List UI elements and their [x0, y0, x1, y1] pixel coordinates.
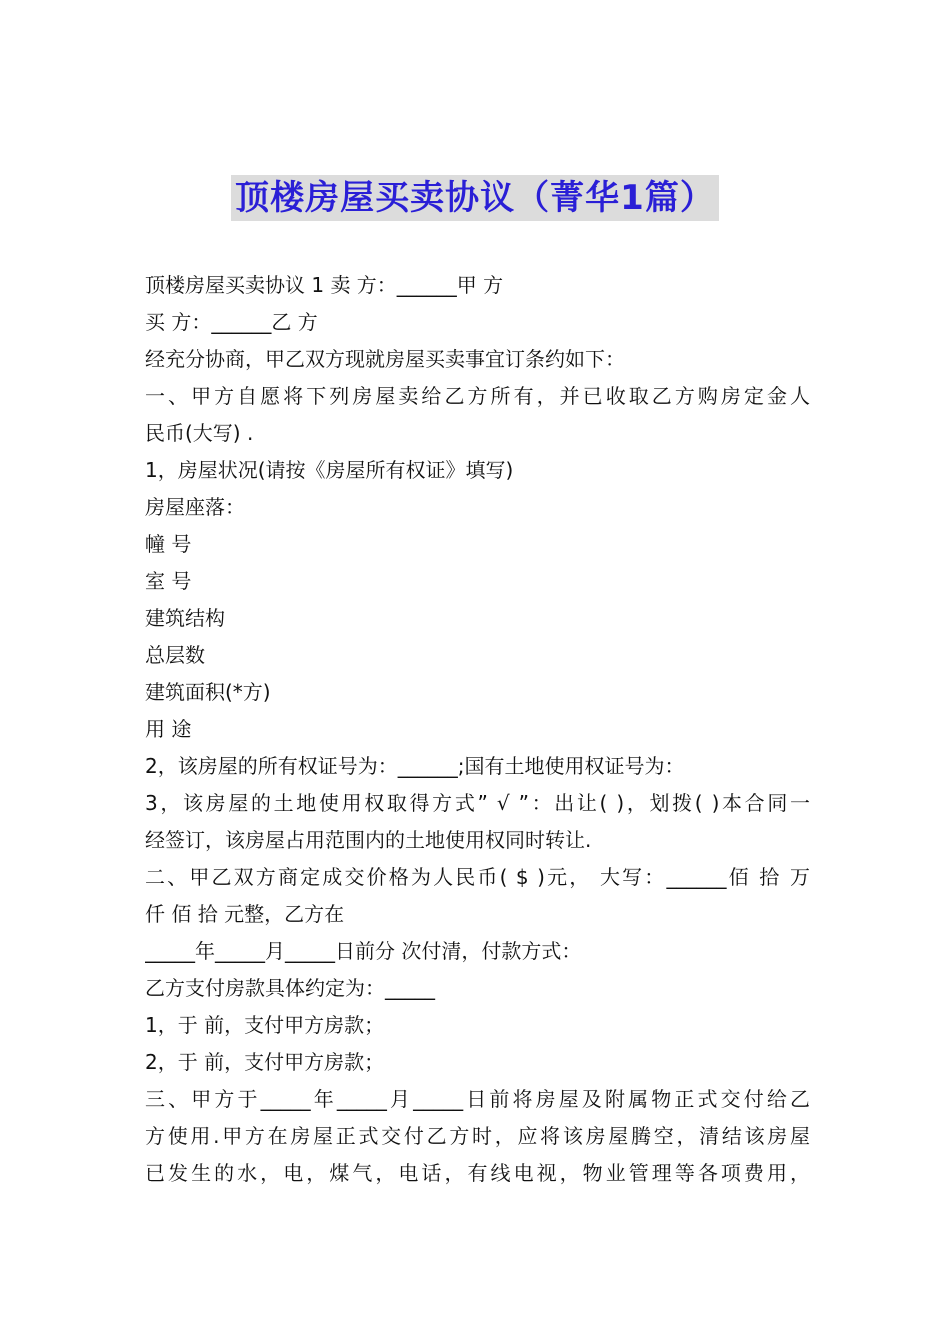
text-line: 幢 号 [145, 532, 192, 556]
text-line: _____年_____月_____日前分 次付清，付款方式： [145, 939, 582, 963]
text-line: 3，该房屋的土地使用权取得方式” √ ”：出让( )，划拨( )本合同一 [145, 791, 810, 815]
text-line: 1，房屋状况(请按《房屋所有权证》填写) [145, 458, 514, 482]
text-line: 方使用.甲方在房屋正式交付乙方时，应将该房屋腾空，清结该房屋 [145, 1124, 810, 1148]
document-body [145, 267, 810, 1192]
text-line: 用 途 [145, 717, 192, 741]
text-line: 乙方支付房款具体约定为：_____ [145, 976, 435, 1000]
text-line: 建筑面积(*方) [145, 680, 271, 704]
text-line: 总层数 [145, 643, 205, 667]
text-line: 经充分协商，甲乙双方现就房屋买卖事宜订条约如下： [145, 347, 625, 371]
text-line: 二、甲乙双方商定成交价格为人民币( $ )元， 大写：______佰 拾 万 [145, 865, 810, 889]
text-line: 已发生的水，电，煤气，电话，有线电视，物业管理等各项费用， [145, 1161, 810, 1185]
text-line: 民币(大写) . [145, 421, 254, 445]
text-line: 经签订，该房屋占用范围内的土地使用权同时转让. [145, 828, 592, 852]
text-line: 买 方：______乙 方 [145, 310, 318, 334]
document-title: 顶楼房屋买卖协议（菁华1篇） [231, 175, 719, 221]
text-line: 2，该房屋的所有权证号为：______;国有土地使用权证号为： [145, 754, 685, 778]
text-line: 房屋座落： [145, 495, 245, 519]
text-line: 一、甲方自愿将下列房屋卖给乙方所有，并已收取乙方购房定金人 [145, 384, 810, 408]
text-line: 仟 佰 拾 元整，乙方在 [145, 902, 345, 926]
text-line: 建筑结构 [145, 606, 225, 630]
text-line: 室 号 [145, 569, 192, 593]
text-line: 顶楼房屋买卖协议 1 卖 方：______甲 方 [145, 273, 504, 297]
text-line: 1，于 前，支付甲方房款； [145, 1013, 385, 1037]
text-line: 2，于 前，支付甲方房款； [145, 1050, 385, 1074]
text-line: 三、甲方于_____年_____月_____日前将房屋及附属物正式交付给乙 [145, 1087, 810, 1111]
title-area [0, 175, 950, 221]
